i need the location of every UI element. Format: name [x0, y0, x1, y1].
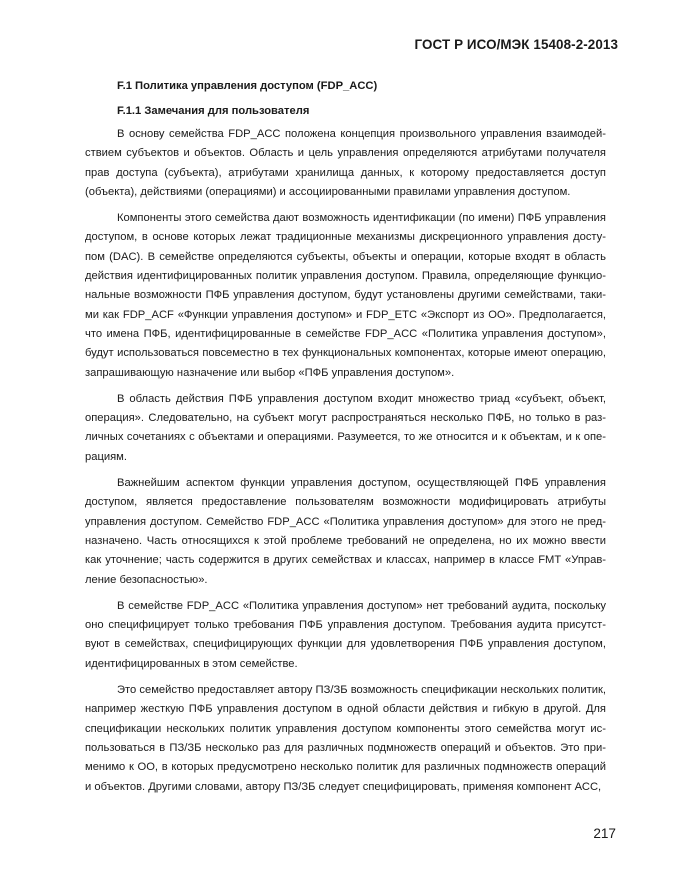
text-line: (объекта), действиями (операциями) и ассоциированными правилами управления доступом. — [85, 185, 571, 198]
text-line: рациям. — [85, 450, 127, 463]
text-line: запрашивающую назначение или выбор «ПФБ управления доступом». — [85, 366, 455, 379]
text-line: как уточнение; часть содержится в других семействах и классах, например в классе FMT «Управ- — [85, 554, 606, 567]
text-line: например жесткую ПФБ управления доступом в одной области действия и гибкую в другой. Для — [85, 703, 606, 716]
text-line: ление безопасностью». — [85, 573, 208, 586]
text-line: Компоненты этого семейства дают возможность идентификации (по имени) ПФБ управления — [117, 212, 606, 225]
paragraph — [85, 209, 606, 383]
text-line: нальные возможности ПФБ управления доступом, будут установлены другими семействами, таки- — [85, 289, 606, 302]
paragraph — [85, 597, 606, 674]
text-line: спецификации нескольких политик управления доступом компоненты этого семейства могут ис- — [85, 722, 606, 735]
text-line: что имена ПФБ, идентифицированные в семействе FDP_ACC «Политика управления доступом», — [85, 327, 606, 340]
paragraph — [85, 390, 606, 467]
text-line: прав доступа (субъекта), атрибутами хранилища данных, к которому предоставляется доступ — [85, 166, 606, 179]
text-line: ствием субъектов и объектов. Область и цель управления определяются атрибутами получателя — [85, 147, 606, 160]
text-line: В основу семейства FDP_ACC положена концепция произвольного управления взаимодей- — [117, 128, 606, 140]
text-line: В область действия ПФБ управления доступом входит множество триад «субъект, объект, — [117, 392, 606, 405]
text-line: идентифицированных в этом семействе. — [85, 657, 298, 670]
paragraph — [85, 681, 606, 797]
section-subtitle: F.1.1 Замечания для пользователя — [117, 105, 310, 117]
page-number: 217 — [593, 826, 616, 841]
text-line: Это семейство предоставляет автору ПЗ/ЗБ возможность спецификации нескольких политик, — [117, 684, 606, 697]
text-line: управления доступом. Семейство FDP_ACC «Политика управления доступом» для этого не пред- — [85, 515, 606, 528]
text-line: будут использоваться повсеместно в тех функциональных компонентах, которые имеют операцию, — [85, 347, 606, 360]
text-line: пользоваться в ПЗ/ЗБ несколько раз для различных подмножеств операций и объектов. Это при- — [85, 741, 606, 754]
text-line: операция». Следовательно, на субъект могут распространяться несколько ПФБ, но только в раз- — [85, 412, 606, 425]
paragraph — [85, 474, 606, 590]
text-line: пом (DAC). В семействе определяются субъекты, объекты и операции, которые входят в область — [85, 250, 606, 263]
text-line: и объектов. Другими словами, автору ПЗ/ЗБ следует специфицировать, применяя компонент АСС, — [85, 780, 602, 793]
text-line: менимо к ОО, в которых предусмотрено несколько политик для различных подмножеств операций — [85, 761, 606, 774]
text-line: Важнейшим аспектом функции управления доступом, осуществляющей ПФБ управления — [117, 477, 606, 490]
text-line: действия идентифицированных политик управления доступом. Правила, определяющие функцио- — [85, 270, 606, 283]
text-line: доступом, в основе которых лежат традиционные механизмы дискреционного управления досту- — [85, 231, 606, 244]
text-line: назначено. Часть относящихся к этой проблеме требований не определена, но их можно ввести — [85, 534, 606, 547]
paragraph — [85, 125, 606, 202]
section-title: F.1 Политика управления доступом (FDP_ACC) — [117, 80, 378, 92]
text-line: В семействе FDP_ACC «Политика управления доступом» нет требований аудита, поскольку — [117, 599, 606, 612]
text-line: вуют в семействах, специфицирующих функции для удовлетворения ПФБ управления доступом, — [85, 638, 606, 651]
text-line: личных сочетаниях с объектами и операциями. Разумеется, то же относится и к объектам, и к опе- — [85, 431, 606, 444]
body-text — [85, 125, 606, 804]
text-line: ми как FDP_ACF «Функции управления доступом» и FDP_ETC «Экспорт из ОО». Предполагается, — [85, 308, 606, 321]
standard-header: ГОСТ Р ИСО/МЭК 15408-2-2013 — [414, 37, 618, 52]
text-line: оно специфицирует только требования ПФБ управления доступом. Требования аудита присутст- — [85, 619, 606, 632]
text-line: доступом, является предоставление пользователям возможности модифицировать атрибуты — [85, 496, 606, 509]
